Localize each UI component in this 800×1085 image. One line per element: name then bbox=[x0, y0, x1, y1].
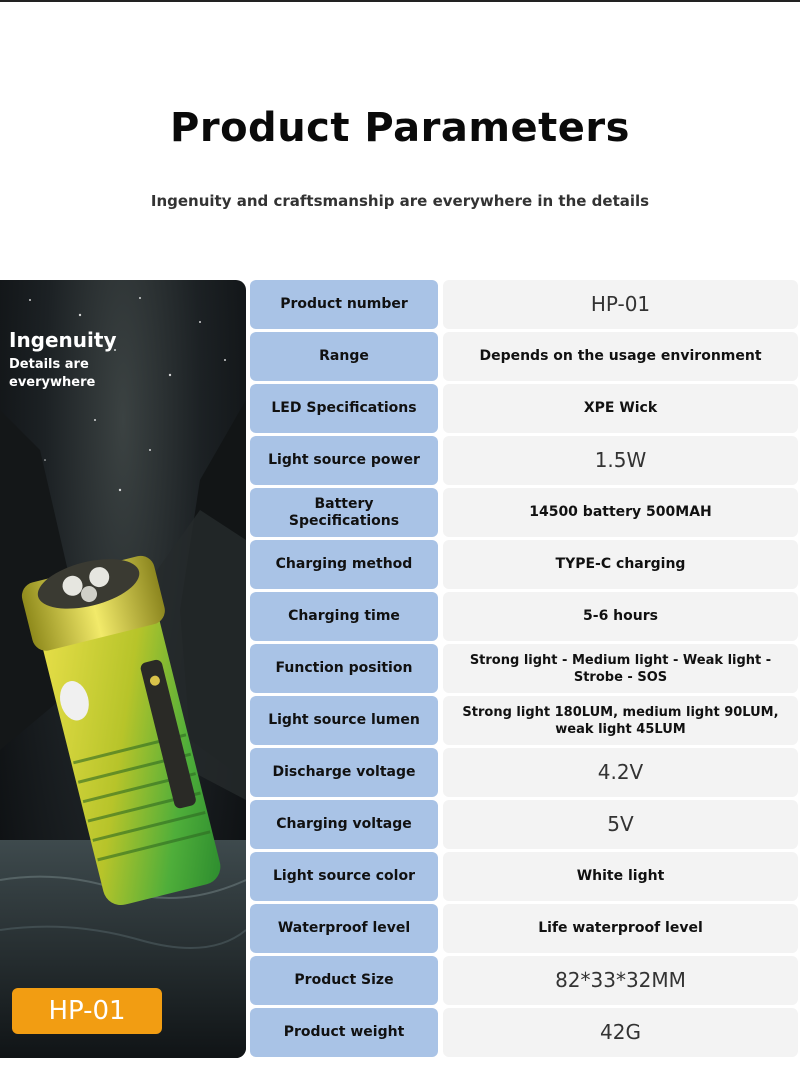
table-row bbox=[250, 644, 798, 696]
param-value: Depends on the usage environment bbox=[443, 332, 798, 381]
table-row bbox=[250, 956, 798, 1008]
table-row bbox=[250, 436, 798, 488]
table-row bbox=[250, 384, 798, 436]
param-label: Light source color bbox=[250, 852, 438, 901]
product-photo bbox=[0, 280, 246, 1058]
param-label: LED Specifications bbox=[250, 384, 438, 433]
top-rule bbox=[0, 0, 800, 2]
table-row bbox=[250, 540, 798, 592]
table-row bbox=[250, 696, 798, 748]
param-label: Range bbox=[250, 332, 438, 381]
param-value: White light bbox=[443, 852, 798, 901]
table-row bbox=[250, 592, 798, 644]
param-value: 4.2V bbox=[443, 748, 798, 797]
table-row bbox=[250, 488, 798, 540]
param-label: Product number bbox=[250, 280, 438, 329]
param-value: 5-6 hours bbox=[443, 592, 798, 641]
param-label: Charging method bbox=[250, 540, 438, 589]
param-value: Strong light 180LUM, medium light 90LUM, weak light 45LUM bbox=[443, 696, 798, 745]
table-row bbox=[250, 332, 798, 384]
photo-subheading: Details are everywhere bbox=[9, 357, 96, 390]
param-value: Life waterproof level bbox=[443, 904, 798, 953]
param-label: Waterproof level bbox=[250, 904, 438, 953]
param-value: TYPE-C charging bbox=[443, 540, 798, 589]
param-value: Strong light - Medium light - Weak light - Strobe - SOS bbox=[443, 644, 798, 693]
param-value: 1.5W bbox=[443, 436, 798, 485]
param-label: Light source power bbox=[250, 436, 438, 485]
param-value: 82*33*32MM bbox=[443, 956, 798, 1005]
param-value: XPE Wick bbox=[443, 384, 798, 433]
flashlight-illustration bbox=[0, 280, 246, 1058]
param-label: Battery Specifications bbox=[250, 488, 438, 537]
table-row bbox=[250, 852, 798, 904]
page-title: Product Parameters bbox=[170, 105, 630, 151]
parameter-table bbox=[250, 280, 798, 1060]
param-label: Light source lumen bbox=[250, 696, 438, 745]
param-label: Product Size bbox=[250, 956, 438, 1005]
param-value: HP-01 bbox=[443, 280, 798, 329]
table-row bbox=[250, 800, 798, 852]
param-label: Function position bbox=[250, 644, 438, 693]
page-subtitle: Ingenuity and craftsmanship are everywhere in the details bbox=[150, 192, 650, 210]
param-value: 42G bbox=[443, 1008, 798, 1057]
param-label: Charging time bbox=[250, 592, 438, 641]
param-value: 5V bbox=[443, 800, 798, 849]
param-value: 14500 battery 500MAH bbox=[443, 488, 798, 537]
table-row bbox=[250, 748, 798, 800]
table-row bbox=[250, 280, 798, 332]
param-label: Charging voltage bbox=[250, 800, 438, 849]
model-badge: HP-01 bbox=[12, 988, 162, 1034]
param-label: Product weight bbox=[250, 1008, 438, 1057]
photo-heading: Ingenuity bbox=[9, 328, 117, 352]
table-row bbox=[250, 904, 798, 956]
param-label: Discharge voltage bbox=[250, 748, 438, 797]
table-row bbox=[250, 1008, 798, 1060]
